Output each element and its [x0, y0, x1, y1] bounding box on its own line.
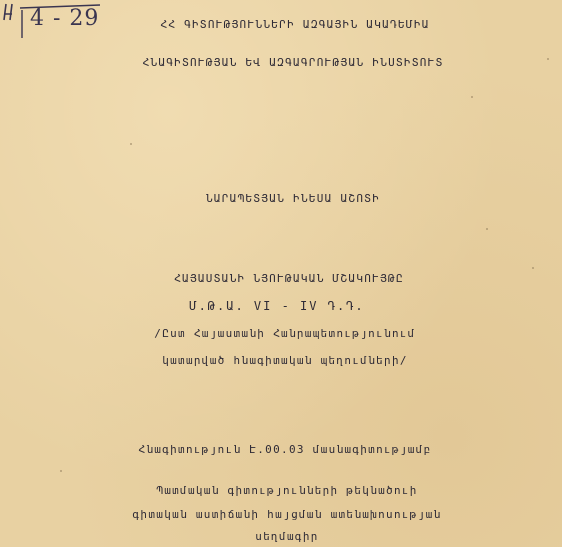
archive-number: 4 - 29	[30, 6, 100, 31]
thesis-period: Մ.Թ.Ա. VI - IV Դ.Դ.	[189, 299, 365, 313]
paper-speck	[532, 267, 534, 269]
thesis-title: ՀԱՅԱՍՏԱՆԻ ՆՅՈՒԹԱԿԱՆ ՄՇԱԿՈՒՅԹԸ	[174, 272, 404, 285]
specialty-line: Հնագիտություն Է.00.03 մասնագիտությամբ	[138, 443, 432, 456]
paper-speck	[486, 228, 488, 230]
paper-speck	[130, 143, 132, 145]
paper-speck	[471, 96, 473, 98]
paper-speck	[547, 58, 549, 60]
degree-line-2: գիտական աստիճանի հայցման ատենախոսության	[132, 508, 442, 521]
institution-line-1: ՀՀ ԳԻՏՈՒԹՅՈՒՆՆԵՐԻ ԱԶԳԱՅԻՆ ԱԿԱԴԵՄԻԱ	[160, 18, 430, 31]
paper-speck	[60, 470, 62, 472]
degree-line-1: Պատմական գիտությունների թեկնածուի	[156, 484, 418, 497]
thesis-subtitle-line-1: /Ըստ Հայաստանի Հանրապետությունում	[154, 327, 416, 340]
thesis-subtitle-line-2: կատարված հնագիտական պեղումների/	[162, 354, 408, 367]
institution-line-2: ՀՆԱԳԻՏՈՒԹՅԱՆ ԵՎ ԱԶԳԱԳՐՈՒԹՅԱՆ ԻՆՍՏԻՏՈՒՏ	[142, 56, 444, 69]
author-name: ՆԱՐԱՊԵՏՅԱՆ ԻՆԵՍԱ ԱՇՈՏԻ	[205, 192, 381, 205]
degree-line-3: սեղմագիր	[255, 530, 319, 543]
